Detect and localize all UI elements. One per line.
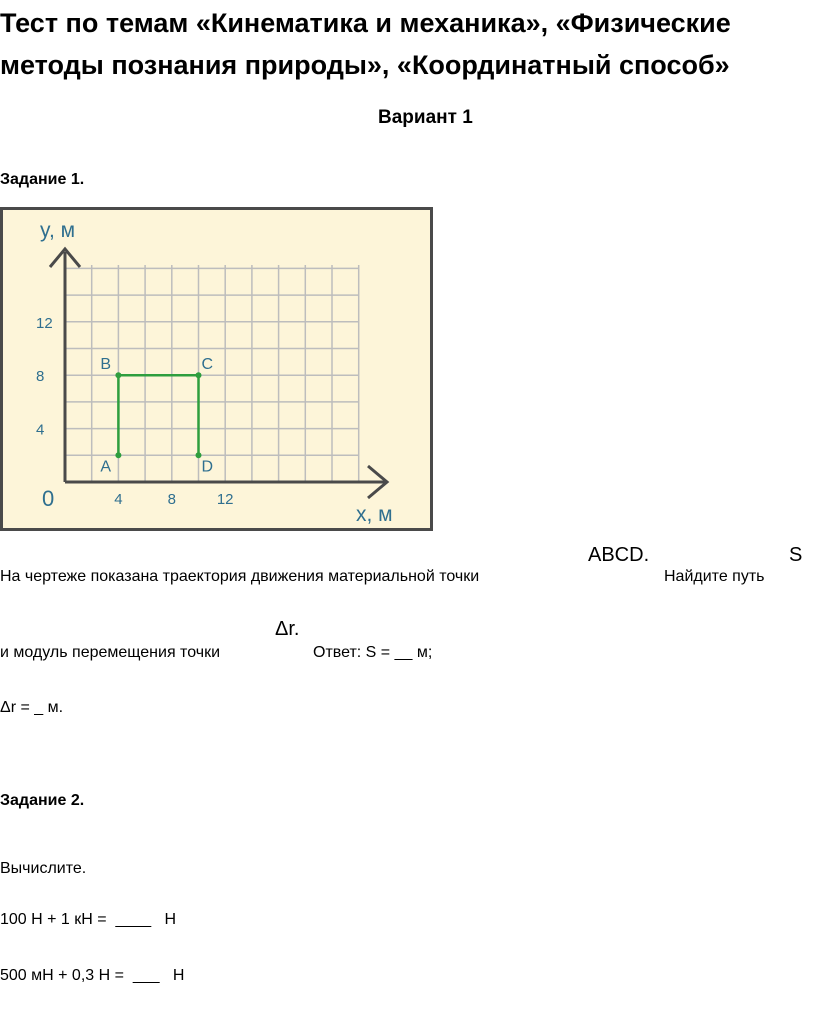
trajectory-chart [0,207,433,531]
formula-abcd: ABCD. [588,544,650,566]
y-tick-label: 4 [36,421,45,439]
task1-text-line1: На чертеже показана траектория движения материальной точки [0,568,480,585]
point-a-label: A [100,458,112,476]
task1-answer-delta-r: Δr = _ м. [0,699,64,716]
point-b-label: B [100,356,112,374]
point-a-marker [115,452,121,458]
document-title: Тест по темам «Кинематика и механика», «Физические методы познания природы», «Координатный способ» [0,8,731,80]
variant-heading: Вариант 1 [378,107,473,128]
task2-equation-2: 500 мН + 0,3 Н = ___ Н [0,967,185,984]
y-tick-label: 8 [36,368,45,386]
x-tick-label: 4 [114,491,123,508]
point-d-label: D [201,458,214,476]
y-tick-label: 12 [36,314,53,332]
task2-heading: Задание 2. [0,792,85,809]
task2-instruction: Вычислите. [0,860,87,877]
x-axis-label: x, м [356,503,393,526]
formula-delta-r: Δr. [275,618,300,640]
task1-heading: Задание 1. [0,171,85,188]
point-c-label: C [201,356,214,374]
formula-s: S [789,544,803,566]
task1-answer-s: Ответ: S = __ м; [313,644,433,661]
task1-text-line2: и модуль перемещения точки [0,644,221,661]
trajectory-figure [0,207,433,531]
x-tick-label: 8 [167,491,176,508]
point-b-marker [115,372,121,378]
x-tick-label: 12 [216,491,234,508]
task2-equation-1: 100 Н + 1 кН = ____ Н [0,911,176,928]
y-axis-label: y, м [40,219,76,242]
task1-text-find-path: Найдите путь [664,568,765,585]
origin-label: 0 [42,486,55,511]
